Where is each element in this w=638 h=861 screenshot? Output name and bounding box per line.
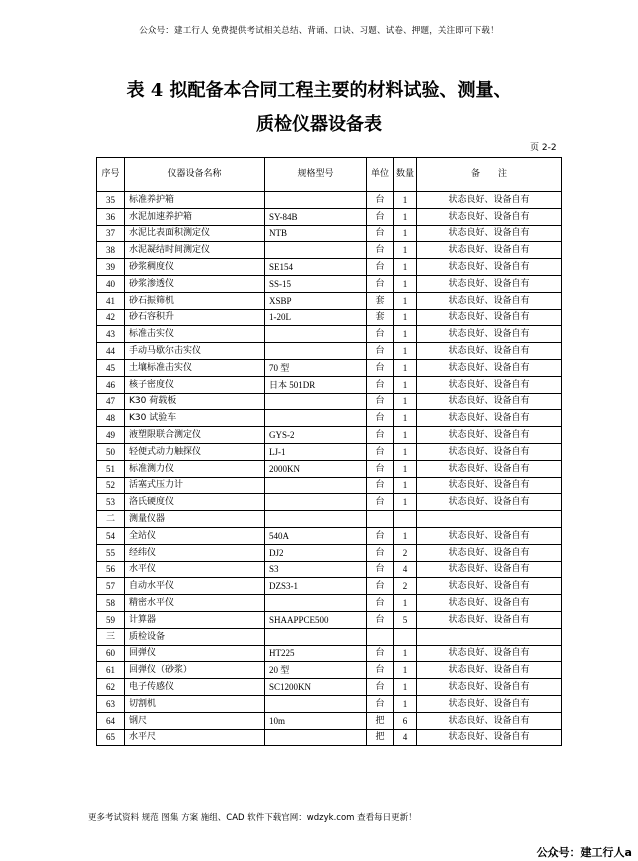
cell-remark: 状态良好、设备自有 <box>417 662 562 679</box>
cell-remark: 状态良好、设备自有 <box>417 309 562 326</box>
table-row <box>97 645 562 662</box>
cell-qty: 1 <box>394 242 417 259</box>
cell-unit: 台 <box>367 242 394 259</box>
cell-no: 49 <box>97 427 125 444</box>
cell-unit: 台 <box>367 477 394 494</box>
cell-remark: 状态良好、设备自有 <box>417 275 562 292</box>
cell-qty: 1 <box>394 208 417 225</box>
section-row <box>97 511 562 528</box>
table-row <box>97 242 562 259</box>
cell-spec <box>265 343 367 360</box>
cell-name: 土壤标准击实仪 <box>125 359 265 376</box>
cell-remark: 状态良好、设备自有 <box>417 494 562 511</box>
cell-qty: 1 <box>394 275 417 292</box>
cell-qty: 1 <box>394 376 417 393</box>
cell-qty: 1 <box>394 410 417 427</box>
cell-remark: 状态良好、设备自有 <box>417 225 562 242</box>
cell-remark: 状态良好、设备自有 <box>417 427 562 444</box>
col-header-name: 仪器设备名称 <box>125 158 265 192</box>
cell-no: 60 <box>97 645 125 662</box>
cell-remark: 状态良好、设备自有 <box>417 477 562 494</box>
cell-unit: 台 <box>367 645 394 662</box>
cell-unit: 台 <box>367 359 394 376</box>
cell-name: 砂浆渗透仪 <box>125 275 265 292</box>
cell-qty: 1 <box>394 359 417 376</box>
cell-name: 活塞式压力计 <box>125 477 265 494</box>
table-row <box>97 225 562 242</box>
cell-qty: 1 <box>394 695 417 712</box>
cell-name: 回弹仪（砂浆） <box>125 662 265 679</box>
cell-no: 52 <box>97 477 125 494</box>
table-row <box>97 611 562 628</box>
cell-no: 46 <box>97 376 125 393</box>
table-row <box>97 259 562 276</box>
cell-qty: 1 <box>394 309 417 326</box>
cell-remark: 状态良好、设备自有 <box>417 712 562 729</box>
table-row <box>97 192 562 209</box>
cell-no: 65 <box>97 729 125 746</box>
col-header-qty: 数量 <box>394 158 417 192</box>
cell-name: 自动水平仪 <box>125 578 265 595</box>
cell-spec: LJ-1 <box>265 443 367 460</box>
cell-remark: 状态良好、设备自有 <box>417 443 562 460</box>
cell-qty: 6 <box>394 712 417 729</box>
cell-no: 62 <box>97 679 125 696</box>
cell-name: 钢尺 <box>125 712 265 729</box>
table-row <box>97 292 562 309</box>
cell-no: 51 <box>97 460 125 477</box>
cell-qty: 1 <box>394 259 417 276</box>
table-row <box>97 326 562 343</box>
table-row <box>97 477 562 494</box>
cell-unit: 台 <box>367 393 394 410</box>
section-row <box>97 628 562 645</box>
cell-no: 59 <box>97 611 125 628</box>
cell-name: 水泥凝结时间测定仪 <box>125 242 265 259</box>
cell-spec: DZS3-1 <box>265 578 367 595</box>
cell-unit: 台 <box>367 343 394 360</box>
cell-unit: 台 <box>367 259 394 276</box>
cell-no: 58 <box>97 595 125 612</box>
cell-spec: SE154 <box>265 259 367 276</box>
cell-qty: 4 <box>394 729 417 746</box>
cell-qty: 1 <box>394 225 417 242</box>
cell-name: 手动马歇尔击实仪 <box>125 343 265 360</box>
cell-remark: 状态良好、设备自有 <box>417 326 562 343</box>
cell-name: 电子传感仪 <box>125 679 265 696</box>
table-row <box>97 595 562 612</box>
cell-no: 二 <box>97 511 125 528</box>
cell-remark: 状态良好、设备自有 <box>417 393 562 410</box>
cell-name: 回弹仪 <box>125 645 265 662</box>
cell-remark: 状态良好、设备自有 <box>417 259 562 276</box>
cell-qty: 5 <box>394 611 417 628</box>
cell-name: 精密水平仪 <box>125 595 265 612</box>
page-number: 页 2-2 <box>530 143 557 153</box>
col-header-spec: 规格型号 <box>265 158 367 192</box>
cell-qty: 1 <box>394 662 417 679</box>
cell-unit: 台 <box>367 578 394 595</box>
cell-unit: 台 <box>367 494 394 511</box>
cell-name: 测量仪器 <box>125 511 265 528</box>
cell-no: 39 <box>97 259 125 276</box>
cell-unit: 台 <box>367 443 394 460</box>
cell-remark <box>417 511 562 528</box>
cell-no: 36 <box>97 208 125 225</box>
cell-unit: 台 <box>367 460 394 477</box>
cell-no: 64 <box>97 712 125 729</box>
cell-unit: 台 <box>367 208 394 225</box>
cell-qty: 1 <box>394 326 417 343</box>
cell-name: 标准击实仪 <box>125 326 265 343</box>
cell-remark: 状态良好、设备自有 <box>417 544 562 561</box>
cell-unit <box>367 628 394 645</box>
col-header-no: 序号 <box>97 158 125 192</box>
cell-name: 切割机 <box>125 695 265 712</box>
cell-no: 37 <box>97 225 125 242</box>
cell-no: 55 <box>97 544 125 561</box>
cell-name: 砂石容积升 <box>125 309 265 326</box>
cell-remark: 状态良好、设备自有 <box>417 460 562 477</box>
cell-spec <box>265 511 367 528</box>
cell-no: 50 <box>97 443 125 460</box>
cell-unit: 台 <box>367 561 394 578</box>
cell-unit: 台 <box>367 192 394 209</box>
cell-spec <box>265 192 367 209</box>
table-row <box>97 208 562 225</box>
col-header-unit: 单位 <box>367 158 394 192</box>
cell-no: 35 <box>97 192 125 209</box>
cell-unit: 台 <box>367 611 394 628</box>
table-row <box>97 712 562 729</box>
cell-spec <box>265 695 367 712</box>
cell-qty: 1 <box>394 443 417 460</box>
cell-remark: 状态良好、设备自有 <box>417 729 562 746</box>
cell-no: 41 <box>97 292 125 309</box>
cell-qty: 1 <box>394 427 417 444</box>
table-row <box>97 527 562 544</box>
cell-spec: 1-20L <box>265 309 367 326</box>
cell-name: 砂石振筛机 <box>125 292 265 309</box>
cell-qty: 1 <box>394 494 417 511</box>
table-row <box>97 460 562 477</box>
cell-unit: 台 <box>367 527 394 544</box>
cell-qty: 1 <box>394 292 417 309</box>
cell-remark: 状态良好、设备自有 <box>417 561 562 578</box>
cell-name: 水泥比表面积测定仪 <box>125 225 265 242</box>
table-row <box>97 662 562 679</box>
cell-no: 三 <box>97 628 125 645</box>
cell-no: 45 <box>97 359 125 376</box>
cell-remark: 状态良好、设备自有 <box>417 376 562 393</box>
cell-remark: 状态良好、设备自有 <box>417 695 562 712</box>
cell-spec <box>265 494 367 511</box>
cell-spec <box>265 242 367 259</box>
table-row <box>97 443 562 460</box>
cell-no: 40 <box>97 275 125 292</box>
cell-no: 57 <box>97 578 125 595</box>
cell-spec: GYS-2 <box>265 427 367 444</box>
table-row <box>97 561 562 578</box>
cell-unit: 把 <box>367 712 394 729</box>
table-row <box>97 275 562 292</box>
cell-remark: 状态良好、设备自有 <box>417 410 562 427</box>
page-subtitle: 质检仪器设备表 <box>256 114 382 135</box>
cell-no: 61 <box>97 662 125 679</box>
page-title: 表 4 拟配备本合同工程主要的材料试验、测量、 <box>126 80 512 101</box>
cell-qty: 1 <box>394 477 417 494</box>
table-row <box>97 494 562 511</box>
table-row <box>97 679 562 696</box>
cell-remark: 状态良好、设备自有 <box>417 611 562 628</box>
cell-no: 53 <box>97 494 125 511</box>
cell-qty: 1 <box>394 343 417 360</box>
cell-remark <box>417 628 562 645</box>
cell-qty: 1 <box>394 527 417 544</box>
cell-name: 计算器 <box>125 611 265 628</box>
cell-qty: 2 <box>394 578 417 595</box>
cell-unit: 台 <box>367 376 394 393</box>
cell-qty: 1 <box>394 645 417 662</box>
table-row <box>97 544 562 561</box>
cell-unit: 台 <box>367 275 394 292</box>
cell-unit: 台 <box>367 410 394 427</box>
cell-unit: 套 <box>367 309 394 326</box>
cell-name: 标准测力仪 <box>125 460 265 477</box>
cell-remark: 状态良好、设备自有 <box>417 343 562 360</box>
cell-remark: 状态良好、设备自有 <box>417 679 562 696</box>
cell-name: 核子密度仪 <box>125 376 265 393</box>
cell-qty: 1 <box>394 393 417 410</box>
cell-unit: 把 <box>367 729 394 746</box>
cell-spec: 20 型 <box>265 662 367 679</box>
cell-name: 标准养护箱 <box>125 192 265 209</box>
table-row <box>97 393 562 410</box>
cell-spec: S3 <box>265 561 367 578</box>
cell-remark: 状态良好、设备自有 <box>417 359 562 376</box>
cell-name: 轻便式动力触探仪 <box>125 443 265 460</box>
cell-spec <box>265 595 367 612</box>
cell-name: 洛氏硬度仪 <box>125 494 265 511</box>
cell-spec <box>265 477 367 494</box>
table-row <box>97 359 562 376</box>
cell-no: 43 <box>97 326 125 343</box>
cell-remark: 状态良好、设备自有 <box>417 208 562 225</box>
header-note: 公众号：建工行人 免费提供考试相关总结、背诵、口诀、习题、试卷、押题，关注即可下载！ <box>139 26 499 36</box>
cell-qty: 1 <box>394 460 417 477</box>
cell-no: 42 <box>97 309 125 326</box>
cell-name: 全站仪 <box>125 527 265 544</box>
cell-remark: 状态良好、设备自有 <box>417 242 562 259</box>
cell-name: 经纬仪 <box>125 544 265 561</box>
cell-qty: 1 <box>394 192 417 209</box>
cell-no: 44 <box>97 343 125 360</box>
cell-no: 38 <box>97 242 125 259</box>
col-header-remark: 备 注 <box>417 158 562 192</box>
cell-spec: SY-84B <box>265 208 367 225</box>
cell-spec: 日本 501DR <box>265 376 367 393</box>
cell-unit: 台 <box>367 427 394 444</box>
cell-unit: 台 <box>367 679 394 696</box>
cell-spec: SHAAPPCE500 <box>265 611 367 628</box>
cell-spec: SC1200KN <box>265 679 367 696</box>
table-row <box>97 343 562 360</box>
cell-qty: 1 <box>394 679 417 696</box>
cell-qty <box>394 511 417 528</box>
cell-name: K30 荷载板 <box>125 393 265 410</box>
cell-spec: NTB <box>265 225 367 242</box>
cell-spec: 540A <box>265 527 367 544</box>
cell-spec <box>265 628 367 645</box>
table-row <box>97 410 562 427</box>
cell-remark: 状态良好、设备自有 <box>417 645 562 662</box>
cell-unit: 台 <box>367 662 394 679</box>
cell-unit: 台 <box>367 326 394 343</box>
cell-no: 54 <box>97 527 125 544</box>
table-body <box>97 192 562 746</box>
table-row <box>97 578 562 595</box>
cell-unit: 台 <box>367 225 394 242</box>
cell-unit: 台 <box>367 544 394 561</box>
cell-unit <box>367 511 394 528</box>
table-row <box>97 309 562 326</box>
cell-name: 质检设备 <box>125 628 265 645</box>
cell-remark: 状态良好、设备自有 <box>417 527 562 544</box>
cell-qty: 2 <box>394 544 417 561</box>
table-header-row <box>97 158 562 192</box>
cell-remark: 状态良好、设备自有 <box>417 595 562 612</box>
cell-spec <box>265 729 367 746</box>
table-row <box>97 695 562 712</box>
footer-note: 更多考试资料 规范 图集 方案 施组、CAD 软件下载官网：wdzyk.com 查看每日更新！ <box>88 813 417 823</box>
cell-unit: 套 <box>367 292 394 309</box>
cell-no: 63 <box>97 695 125 712</box>
cell-name: 液塑限联合测定仪 <box>125 427 265 444</box>
cell-remark: 状态良好、设备自有 <box>417 192 562 209</box>
cell-qty: 4 <box>394 561 417 578</box>
cell-qty <box>394 628 417 645</box>
cell-spec: XSBP <box>265 292 367 309</box>
cell-spec <box>265 393 367 410</box>
table-row <box>97 427 562 444</box>
cell-spec: 2000KN <box>265 460 367 477</box>
brand-watermark: 公众号：建工行人a <box>536 846 632 859</box>
cell-spec <box>265 410 367 427</box>
cell-spec: 70 型 <box>265 359 367 376</box>
cell-name: 水平尺 <box>125 729 265 746</box>
cell-spec: DJ2 <box>265 544 367 561</box>
cell-spec: 10m <box>265 712 367 729</box>
cell-no: 47 <box>97 393 125 410</box>
cell-no: 56 <box>97 561 125 578</box>
cell-spec <box>265 326 367 343</box>
cell-name: 砂浆稠度仪 <box>125 259 265 276</box>
cell-spec: SS-15 <box>265 275 367 292</box>
cell-remark: 状态良好、设备自有 <box>417 578 562 595</box>
table-row <box>97 376 562 393</box>
cell-name: 水平仪 <box>125 561 265 578</box>
cell-no: 48 <box>97 410 125 427</box>
cell-name: 水泥加速养护箱 <box>125 208 265 225</box>
cell-remark: 状态良好、设备自有 <box>417 292 562 309</box>
cell-unit: 台 <box>367 695 394 712</box>
cell-spec: HT225 <box>265 645 367 662</box>
cell-name: K30 试验车 <box>125 410 265 427</box>
equipment-table <box>96 157 562 746</box>
cell-qty: 1 <box>394 595 417 612</box>
table-row <box>97 729 562 746</box>
cell-unit: 台 <box>367 595 394 612</box>
